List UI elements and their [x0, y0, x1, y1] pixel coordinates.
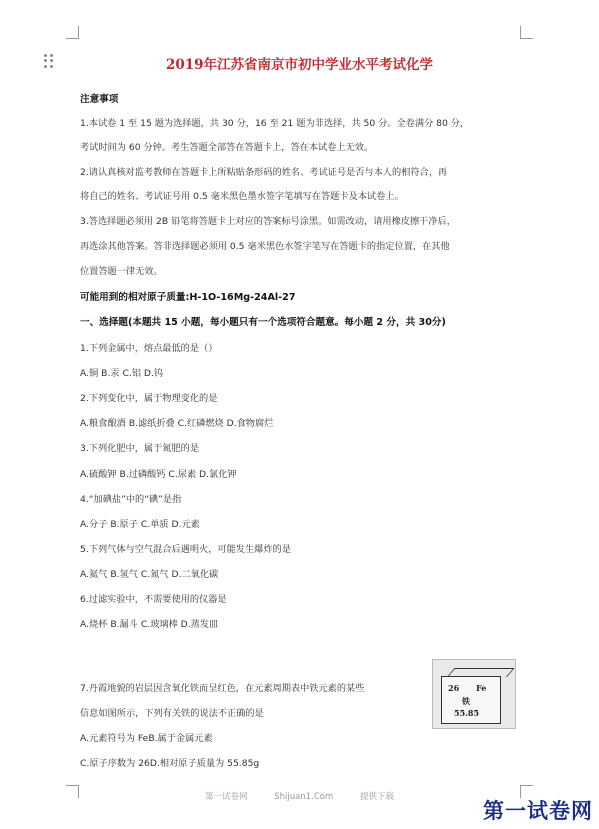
margin-corner-mark — [66, 26, 79, 39]
notice-line: 1.本试卷 1 至 15 题为选择题，共 30 分，16 至 21 题为非选择，共 50 分。全卷满分 80 分， — [80, 118, 470, 129]
question-stem: 4.“加碘盐”中的“碘”是指 — [80, 494, 182, 505]
question-stem: 3.下列化肥中，属于氮肥的是 — [80, 443, 200, 454]
question-options: A.烧杯 B.漏斗 C.玻璃棒 D.蒸发皿 — [80, 619, 219, 630]
question-stem: 信息如图所示，下列有关铁的说法不正确的是 — [80, 708, 264, 719]
element-name: 铁 — [462, 697, 470, 706]
atomic-mass: 55.85 — [454, 708, 480, 718]
notice-line: 再选涂其他答案。答非选择题必须用 0.5 毫米黑色水签字笔写在答题卡的指定位置，在其他 — [80, 241, 450, 252]
question-stem: 7.丹霞地貌的岩层因含氧化铁而呈红色，在元素周期表中铁元素的某些 — [80, 683, 365, 694]
page-title: 2019年江苏省南京市初中学业水平考试化学 — [165, 57, 434, 73]
footer-right: 提供下载 — [359, 792, 394, 802]
element-symbol: Fe — [476, 683, 487, 693]
question-options: A.硫酸钾 B.过磷酸钙 C.尿素 D.氯化钾 — [80, 469, 237, 480]
question-options: A.粮食酿酒 B.滤纸折叠 C.红磷燃烧 D.食物腐烂 — [80, 418, 274, 429]
site-watermark: 第一试卷网 — [483, 799, 593, 823]
margin-corner-mark — [520, 26, 533, 39]
atomic-number: 26 — [448, 683, 460, 693]
notice-heading: 注意事项 — [80, 94, 119, 105]
question-stem: 5.下列气体与空气混合后遇明火，可能发生爆炸的是 — [80, 544, 291, 555]
notice-line: 将自己的姓名、考试证号用 0.5 毫米黑色墨水签字笔填写在答题卡及本试卷上。 — [80, 191, 404, 202]
question-options: A.氦气 B.氢气 C.氮气 D.二氧化碳 — [80, 569, 219, 580]
notice-line: 位置答题一律无效。 — [80, 266, 163, 277]
question-options: C.原子序数为 26D.相对原子质量为 55.85g — [80, 758, 260, 769]
section-heading: 一、选择题(本题共 15 小题，每小题只有一个选项符合题意。每小题 2 分，共 30分) — [80, 317, 446, 328]
question-stem: 1.下列金属中，熔点最低的是（） — [80, 343, 218, 354]
element-box — [441, 676, 501, 724]
question-stem: 6.过滤实验中，不需要使用的仪器是 — [80, 594, 227, 605]
question-stem: 2.下列变化中，属于物理变化的是 — [80, 393, 218, 404]
footer-middle: Shijuan1.Com — [274, 792, 334, 802]
atomic-masses: 可能用到的相对原子质量:H-1O-16Mg-24Al-27 — [80, 292, 296, 303]
question-options: A.铜 B.汞 C.铝 D.钨 — [80, 368, 164, 379]
notice-line: 2.请认真核对监考教师在答题卡上所粘贴条形码的姓名、考试证号是否与本人的相符合，再 — [80, 167, 448, 178]
notice-line: 3.答选择题必须用 2B 铅笔将答题卡上对应的答案标号涂黑。如需改动，请用橡皮擦干净后， — [80, 216, 456, 227]
question-options: A.元素符号为 FeB.属于金属元素 — [80, 733, 213, 744]
notice-line: 考试时间为 60 分钟。考生答题全部答在答题卡上，答在本试卷上无效。 — [80, 142, 374, 153]
footer-left: 第一试卷网 — [205, 792, 248, 802]
question-options: A.分子 B.原子 C.单质 D.元素 — [80, 519, 200, 530]
periodic-table-cell-figure — [432, 659, 516, 729]
